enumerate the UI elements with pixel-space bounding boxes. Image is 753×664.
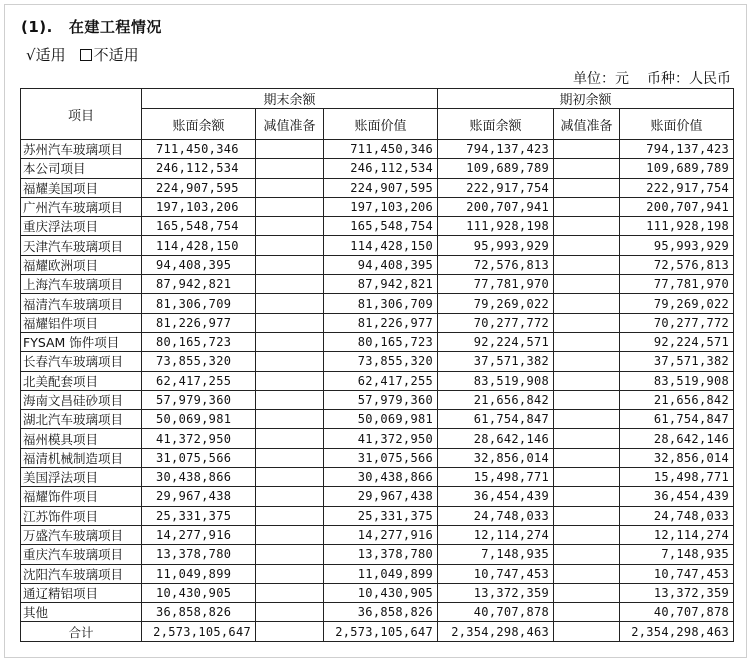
begin-book-value-cell: 77,781,970 [620, 275, 734, 294]
begin-book-value-cell: 111,928,198 [620, 217, 734, 236]
table-row [21, 448, 734, 467]
project-name-cell: 其他 [21, 603, 142, 622]
begin-book-value-cell: 70,277,772 [620, 313, 734, 332]
total-label: 合计 [21, 622, 142, 641]
project-name-cell: 北美配套项目 [21, 371, 142, 390]
end-book-balance-cell: 31,075,566 [142, 448, 256, 467]
end-impairment-cell [256, 390, 324, 409]
begin-book-balance-cell: 92,224,571 [438, 332, 554, 351]
begin-book-value-cell: 200,707,941 [620, 197, 734, 216]
begin-book-value-cell: 40,707,878 [620, 603, 734, 622]
end-book-value-cell: 711,450,346 [324, 140, 438, 159]
end-book-value-cell: 62,417,255 [324, 371, 438, 390]
end-impairment-cell [256, 583, 324, 602]
project-header: 项目 [21, 89, 142, 140]
end-book-balance-cell: 41,372,950 [142, 429, 256, 448]
begin-impairment-cell [554, 410, 620, 429]
checkmark-icon: √ [26, 46, 36, 64]
table-row [21, 332, 734, 351]
end-book-balance-cell: 81,226,977 [142, 313, 256, 332]
project-name-cell: 长春汽车玻璃项目 [21, 352, 142, 371]
table-row [21, 255, 734, 274]
begin-impairment-cell [554, 429, 620, 448]
table-header-group-row [21, 89, 734, 109]
begin-impairment-cell [554, 583, 620, 602]
end-impairment-cell [256, 429, 324, 448]
end-book-balance-cell: 114,428,150 [142, 236, 256, 255]
begin-book-balance-cell: 77,781,970 [438, 275, 554, 294]
end-book-balance-cell: 81,306,709 [142, 294, 256, 313]
end-book-balance-cell: 80,165,723 [142, 332, 256, 351]
begin-book-value-cell: 10,747,453 [620, 564, 734, 583]
begin-impairment-cell [554, 525, 620, 544]
end-book-value-cell: 25,331,375 [324, 506, 438, 525]
section-title [21, 16, 162, 37]
table-row [21, 352, 734, 371]
project-name-cell: FYSAM 饰件项目 [21, 332, 142, 351]
begin-period-header: 期初余额 [438, 89, 734, 109]
table-row [21, 275, 734, 294]
project-name-cell: 沈阳汽车玻璃项目 [21, 564, 142, 583]
end-book-value-cell: 81,226,977 [324, 313, 438, 332]
total-begin-impairment [554, 622, 620, 641]
end-book-balance-cell: 36,858,826 [142, 603, 256, 622]
begin-book-value-cell: 794,137,423 [620, 140, 734, 159]
begin-book-value-cell: 72,576,813 [620, 255, 734, 274]
end-book-value-cell: 10,430,905 [324, 583, 438, 602]
project-name-cell: 重庆浮法项目 [21, 217, 142, 236]
end-impairment-cell [256, 468, 324, 487]
table-row [21, 313, 734, 332]
total-row [21, 622, 734, 641]
begin-book-value-cell: 61,754,847 [620, 410, 734, 429]
table-row [21, 140, 734, 159]
begin-book-balance-header: 账面余额 [438, 109, 554, 140]
table-row [21, 468, 734, 487]
end-book-value-cell: 80,165,723 [324, 332, 438, 351]
total-end-balance: 2,573,105,647 [142, 622, 256, 641]
begin-book-value-cell: 28,642,146 [620, 429, 734, 448]
begin-impairment-cell [554, 603, 620, 622]
end-book-balance-cell: 50,069,981 [142, 410, 256, 429]
currency-label: 币种：人民币 [647, 71, 731, 87]
project-name-cell: 通辽精铝项目 [21, 583, 142, 602]
total-end-impairment [256, 622, 324, 641]
project-name-cell: 广州汽车玻璃项目 [21, 197, 142, 216]
end-book-value-cell: 246,112,534 [324, 159, 438, 178]
begin-book-value-cell: 92,224,571 [620, 332, 734, 351]
end-impairment-cell [256, 564, 324, 583]
applicable-label: 适用 [35, 46, 66, 64]
end-book-balance-header: 账面余额 [142, 109, 256, 140]
begin-book-value-cell: 79,269,022 [620, 294, 734, 313]
begin-impairment-header: 减值准备 [554, 109, 620, 140]
project-name-cell: 福耀饰件项目 [21, 487, 142, 506]
project-name-cell: 上海汽车玻璃项目 [21, 275, 142, 294]
end-impairment-header: 减值准备 [256, 109, 324, 140]
table-row [21, 603, 734, 622]
table-row [21, 390, 734, 409]
begin-book-balance-cell: 109,689,789 [438, 159, 554, 178]
begin-impairment-cell [554, 448, 620, 467]
begin-impairment-cell [554, 506, 620, 525]
end-impairment-cell [256, 217, 324, 236]
begin-book-balance-cell: 28,642,146 [438, 429, 554, 448]
project-name-cell: 福耀铝件项目 [21, 313, 142, 332]
project-name-cell: 湖北汽车玻璃项目 [21, 410, 142, 429]
begin-book-value-cell: 37,571,382 [620, 352, 734, 371]
end-impairment-cell [256, 332, 324, 351]
table-row [21, 545, 734, 564]
end-book-balance-cell: 224,907,595 [142, 178, 256, 197]
end-book-balance-cell: 29,967,438 [142, 487, 256, 506]
end-impairment-cell [256, 275, 324, 294]
begin-impairment-cell [554, 371, 620, 390]
project-name-cell: 福耀欧洲项目 [21, 255, 142, 274]
end-impairment-cell [256, 371, 324, 390]
end-impairment-cell [256, 410, 324, 429]
end-impairment-cell [256, 236, 324, 255]
begin-book-balance-cell: 10,747,453 [438, 564, 554, 583]
begin-book-balance-cell: 61,754,847 [438, 410, 554, 429]
project-name-cell: 福清汽车玻璃项目 [21, 294, 142, 313]
project-name-cell: 本公司项目 [21, 159, 142, 178]
project-name-cell: 天津汽车玻璃项目 [21, 236, 142, 255]
begin-book-balance-cell: 15,498,771 [438, 468, 554, 487]
begin-book-value-cell: 32,856,014 [620, 448, 734, 467]
begin-book-balance-cell: 40,707,878 [438, 603, 554, 622]
end-book-value-cell: 87,942,821 [324, 275, 438, 294]
table-row [21, 506, 734, 525]
end-book-balance-cell: 30,438,866 [142, 468, 256, 487]
begin-book-balance-cell: 21,656,842 [438, 390, 554, 409]
table-row [21, 487, 734, 506]
begin-book-balance-cell: 37,571,382 [438, 352, 554, 371]
construction-in-progress-table [20, 88, 734, 642]
table-row [21, 159, 734, 178]
begin-impairment-cell [554, 390, 620, 409]
end-impairment-cell [256, 255, 324, 274]
unit-line [573, 68, 731, 88]
begin-book-balance-cell: 36,454,439 [438, 487, 554, 506]
end-impairment-cell [256, 545, 324, 564]
begin-book-balance-cell: 95,993,929 [438, 236, 554, 255]
begin-book-balance-cell: 111,928,198 [438, 217, 554, 236]
table-row [21, 525, 734, 544]
section-title-text: 在建工程情况 [68, 18, 162, 36]
project-name-cell: 万盛汽车玻璃项目 [21, 525, 142, 544]
end-book-balance-cell: 14,277,916 [142, 525, 256, 544]
unit-label: 单位：元 [573, 71, 629, 87]
begin-book-balance-cell: 13,372,359 [438, 583, 554, 602]
project-name-cell: 海南文昌硅砂项目 [21, 390, 142, 409]
begin-book-balance-cell: 12,114,274 [438, 525, 554, 544]
end-book-value-cell: 114,428,150 [324, 236, 438, 255]
begin-impairment-cell [554, 468, 620, 487]
project-name-cell: 美国浮法项目 [21, 468, 142, 487]
table-row [21, 236, 734, 255]
begin-impairment-cell [554, 217, 620, 236]
end-book-balance-cell: 94,408,395 [142, 255, 256, 274]
project-name-cell: 重庆汽车玻璃项目 [21, 545, 142, 564]
begin-book-value-cell: 7,148,935 [620, 545, 734, 564]
begin-book-value-cell: 13,372,359 [620, 583, 734, 602]
end-book-balance-cell: 73,855,320 [142, 352, 256, 371]
begin-book-value-cell: 36,454,439 [620, 487, 734, 506]
empty-checkbox-icon [80, 49, 92, 61]
table-row [21, 564, 734, 583]
end-book-value-cell: 11,049,899 [324, 564, 438, 583]
begin-book-value-cell: 109,689,789 [620, 159, 734, 178]
end-book-value-cell: 36,858,826 [324, 603, 438, 622]
begin-impairment-cell [554, 545, 620, 564]
begin-book-balance-cell: 794,137,423 [438, 140, 554, 159]
end-impairment-cell [256, 448, 324, 467]
end-impairment-cell [256, 140, 324, 159]
begin-book-balance-cell: 24,748,033 [438, 506, 554, 525]
begin-impairment-cell [554, 332, 620, 351]
begin-book-value-cell: 95,993,929 [620, 236, 734, 255]
end-book-balance-cell: 165,548,754 [142, 217, 256, 236]
end-book-value-cell: 94,408,395 [324, 255, 438, 274]
not-applicable-label: 不适用 [93, 46, 139, 64]
table-row [21, 294, 734, 313]
begin-impairment-cell [554, 313, 620, 332]
begin-book-balance-cell: 72,576,813 [438, 255, 554, 274]
project-name-cell: 福耀美国项目 [21, 178, 142, 197]
begin-book-balance-cell: 32,856,014 [438, 448, 554, 467]
section-number: (1). [21, 18, 53, 36]
end-impairment-cell [256, 159, 324, 178]
end-book-value-header: 账面价值 [324, 109, 438, 140]
end-period-header: 期末余额 [142, 89, 438, 109]
end-book-balance-cell: 711,450,346 [142, 140, 256, 159]
project-name-cell: 苏州汽车玻璃项目 [21, 140, 142, 159]
end-impairment-cell [256, 525, 324, 544]
end-book-balance-cell: 13,378,780 [142, 545, 256, 564]
begin-book-value-cell: 15,498,771 [620, 468, 734, 487]
end-impairment-cell [256, 294, 324, 313]
begin-book-value-cell: 222,917,754 [620, 178, 734, 197]
end-book-value-cell: 81,306,709 [324, 294, 438, 313]
table-row [21, 217, 734, 236]
end-book-balance-cell: 10,430,905 [142, 583, 256, 602]
begin-book-balance-cell: 79,269,022 [438, 294, 554, 313]
begin-book-balance-cell: 70,277,772 [438, 313, 554, 332]
end-book-value-cell: 165,548,754 [324, 217, 438, 236]
end-book-value-cell: 50,069,981 [324, 410, 438, 429]
table-row [21, 178, 734, 197]
end-book-value-cell: 31,075,566 [324, 448, 438, 467]
total-end-value: 2,573,105,647 [324, 622, 438, 641]
begin-impairment-cell [554, 564, 620, 583]
end-book-value-cell: 30,438,866 [324, 468, 438, 487]
begin-impairment-cell [554, 197, 620, 216]
begin-book-balance-cell: 222,917,754 [438, 178, 554, 197]
table-row [21, 371, 734, 390]
begin-book-balance-cell: 83,519,908 [438, 371, 554, 390]
begin-book-value-header: 账面价值 [620, 109, 734, 140]
end-impairment-cell [256, 506, 324, 525]
begin-impairment-cell [554, 255, 620, 274]
end-book-balance-cell: 11,049,899 [142, 564, 256, 583]
end-book-value-cell: 14,277,916 [324, 525, 438, 544]
end-impairment-cell [256, 352, 324, 371]
end-book-value-cell: 224,907,595 [324, 178, 438, 197]
end-book-value-cell: 73,855,320 [324, 352, 438, 371]
table-row [21, 197, 734, 216]
begin-book-value-cell: 83,519,908 [620, 371, 734, 390]
end-impairment-cell [256, 197, 324, 216]
begin-book-value-cell: 12,114,274 [620, 525, 734, 544]
end-impairment-cell [256, 603, 324, 622]
begin-impairment-cell [554, 294, 620, 313]
begin-impairment-cell [554, 178, 620, 197]
end-impairment-cell [256, 487, 324, 506]
begin-book-balance-cell: 200,707,941 [438, 197, 554, 216]
begin-impairment-cell [554, 236, 620, 255]
end-book-value-cell: 41,372,950 [324, 429, 438, 448]
begin-impairment-cell [554, 140, 620, 159]
begin-impairment-cell [554, 352, 620, 371]
begin-book-value-cell: 24,748,033 [620, 506, 734, 525]
total-begin-value: 2,354,298,463 [620, 622, 734, 641]
table-row [21, 429, 734, 448]
begin-impairment-cell [554, 159, 620, 178]
applicable-options [26, 44, 139, 65]
project-name-cell: 江苏饰件项目 [21, 506, 142, 525]
begin-book-value-cell: 21,656,842 [620, 390, 734, 409]
project-name-cell: 福州模具项目 [21, 429, 142, 448]
end-book-balance-cell: 62,417,255 [142, 371, 256, 390]
end-impairment-cell [256, 178, 324, 197]
total-begin-balance: 2,354,298,463 [438, 622, 554, 641]
end-book-balance-cell: 197,103,206 [142, 197, 256, 216]
end-book-value-cell: 13,378,780 [324, 545, 438, 564]
end-impairment-cell [256, 313, 324, 332]
project-name-cell: 福清机械制造项目 [21, 448, 142, 467]
end-book-balance-cell: 57,979,360 [142, 390, 256, 409]
table-row [21, 583, 734, 602]
end-book-value-cell: 197,103,206 [324, 197, 438, 216]
begin-impairment-cell [554, 275, 620, 294]
table-row [21, 410, 734, 429]
end-book-balance-cell: 246,112,534 [142, 159, 256, 178]
end-book-balance-cell: 25,331,375 [142, 506, 256, 525]
begin-impairment-cell [554, 487, 620, 506]
end-book-value-cell: 57,979,360 [324, 390, 438, 409]
end-book-value-cell: 29,967,438 [324, 487, 438, 506]
begin-book-balance-cell: 7,148,935 [438, 545, 554, 564]
end-book-balance-cell: 87,942,821 [142, 275, 256, 294]
